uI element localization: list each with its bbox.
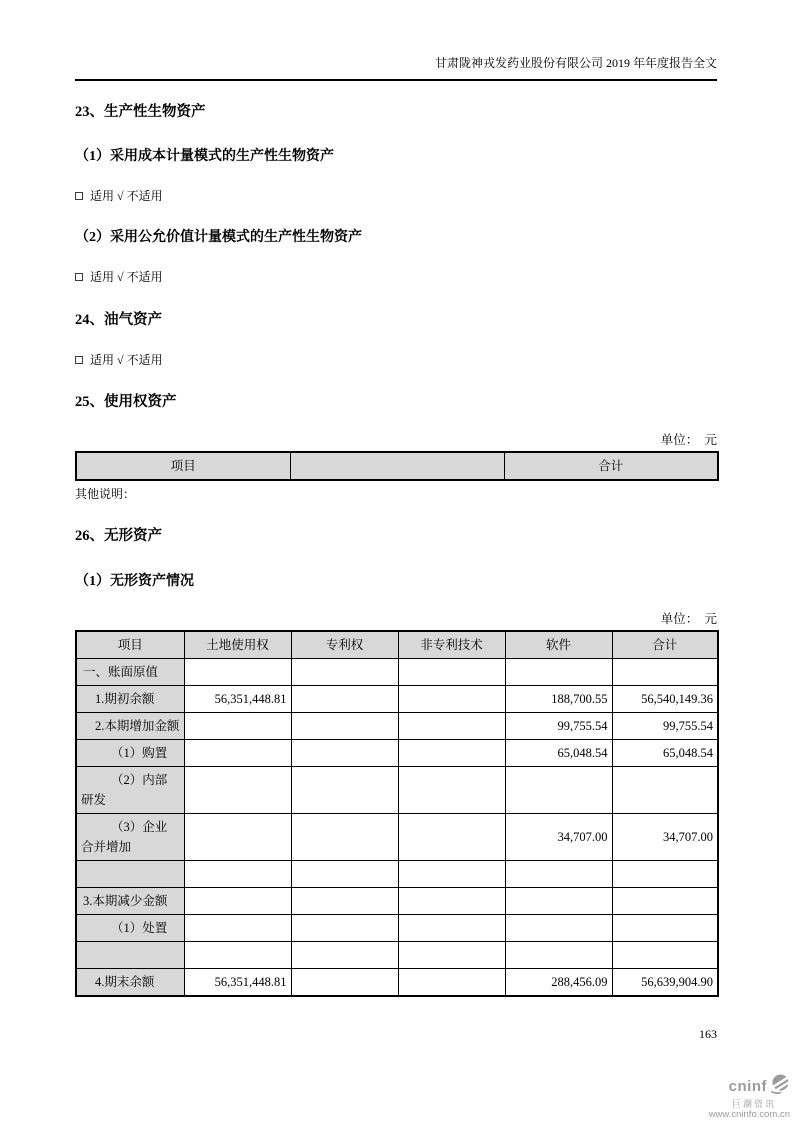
section-23-sub2-heading: （2）采用公允价值计量模式的生产性生物资产 — [75, 230, 362, 245]
cninfo-url: www.cninfo.com.cn — [708, 1109, 790, 1120]
applicability-text: 适用 √ 不适用 — [90, 353, 163, 367]
value-cell — [184, 942, 291, 969]
table-row — [76, 686, 718, 713]
value-cell — [291, 888, 398, 915]
value-cell: 56,351,448.81 — [184, 686, 291, 713]
table-header-row — [76, 452, 718, 480]
value-cell: 288,456.09 — [505, 969, 612, 997]
table-row — [76, 969, 718, 997]
value-cell: 65,048.54 — [505, 740, 612, 767]
row-label-cell: （1）处置 — [76, 915, 184, 942]
table-row — [76, 942, 718, 969]
cninfo-brand-text: cninf — [728, 1078, 767, 1095]
value-cell — [291, 942, 398, 969]
value-cell — [291, 713, 398, 740]
table-row — [76, 915, 718, 942]
value-cell — [398, 814, 505, 861]
value-cell — [612, 942, 718, 969]
cninfo-chinese-name: 巨潮资讯 — [731, 1099, 776, 1109]
value-cell — [184, 861, 291, 888]
checkbox-icon — [75, 356, 83, 364]
column-header: 项目 — [76, 452, 290, 480]
table-row — [76, 888, 718, 915]
value-cell — [612, 915, 718, 942]
row-label-cell: 一、账面原值 — [76, 659, 184, 686]
value-cell — [612, 888, 718, 915]
value-cell — [184, 659, 291, 686]
column-header: 软件 — [505, 631, 612, 659]
intangible-assets-table-body — [76, 659, 718, 997]
column-header: 项目 — [76, 631, 184, 659]
value-cell — [291, 861, 398, 888]
value-cell — [184, 814, 291, 861]
table-row — [76, 740, 718, 767]
applicability-line — [75, 189, 717, 203]
value-cell — [612, 767, 718, 814]
value-cell — [184, 713, 291, 740]
value-cell — [398, 969, 505, 997]
value-cell — [612, 861, 718, 888]
page-number: 163 — [699, 1027, 717, 1041]
document-header-title: 甘肃陇神戎发药业股份有限公司 2019 年年度报告全文 — [75, 0, 717, 81]
value-cell — [398, 713, 505, 740]
value-cell — [184, 740, 291, 767]
table-row — [76, 713, 718, 740]
value-cell — [291, 659, 398, 686]
table-header-row — [76, 631, 718, 659]
table-row — [76, 659, 718, 686]
section-26-sub1-heading: （1）无形资产情况 — [75, 574, 194, 589]
column-header: 非专利技术 — [398, 631, 505, 659]
column-header: 合计 — [612, 631, 718, 659]
value-cell — [291, 814, 398, 861]
row-label-cell: 1.期初余额 — [76, 686, 184, 713]
checkbox-icon — [75, 273, 83, 281]
column-header — [290, 452, 504, 480]
value-cell: 56,639,904.90 — [612, 969, 718, 997]
applicability-text: 适用 √ 不适用 — [90, 189, 163, 203]
checkbox-icon — [75, 192, 83, 200]
value-cell — [612, 659, 718, 686]
value-cell — [184, 888, 291, 915]
value-cell — [398, 686, 505, 713]
other-note-label: 其他说明： — [75, 487, 136, 501]
applicability-line — [75, 353, 717, 367]
value-cell: 99,755.54 — [612, 713, 718, 740]
value-cell — [398, 915, 505, 942]
value-cell — [291, 686, 398, 713]
value-cell — [398, 740, 505, 767]
section-26-heading: 26、无形资产 — [75, 528, 162, 544]
value-cell — [398, 861, 505, 888]
row-label-cell: （2）内部研发 — [76, 767, 184, 814]
value-cell — [291, 969, 398, 997]
intangible-assets-table — [75, 630, 719, 997]
value-cell — [184, 767, 291, 814]
column-header: 专利权 — [291, 631, 398, 659]
value-cell — [505, 942, 612, 969]
row-label-cell: （1）购置 — [76, 740, 184, 767]
value-cell — [505, 888, 612, 915]
value-cell — [505, 659, 612, 686]
value-cell — [291, 740, 398, 767]
section-23-sub1-heading: （1）采用成本计量模式的生产性生物资产 — [75, 149, 334, 164]
value-cell — [398, 659, 505, 686]
applicability-line — [75, 270, 717, 284]
row-label-cell: 3.本期减少金额 — [76, 888, 184, 915]
section-25-heading: 25、使用权资产 — [75, 394, 177, 410]
table-row — [76, 814, 718, 861]
right-of-use-assets-table — [75, 451, 719, 481]
value-cell — [291, 767, 398, 814]
row-label-cell — [76, 942, 184, 969]
cninfo-logo — [704, 1074, 790, 1121]
section-23-heading: 23、生产性生物资产 — [75, 104, 206, 120]
value-cell — [291, 915, 398, 942]
value-cell — [398, 942, 505, 969]
row-label-cell: （3）企业合并增加 — [76, 814, 184, 861]
unit-label: 单位： 元 — [660, 433, 717, 447]
unit-label: 单位： 元 — [660, 612, 717, 626]
cninfo-swoosh-icon — [768, 1074, 790, 1099]
value-cell — [184, 915, 291, 942]
value-cell: 65,048.54 — [612, 740, 718, 767]
value-cell: 56,351,448.81 — [184, 969, 291, 997]
value-cell — [505, 915, 612, 942]
value-cell — [505, 861, 612, 888]
value-cell — [398, 888, 505, 915]
applicability-text: 适用 √ 不适用 — [90, 270, 163, 284]
section-24-heading: 24、油气资产 — [75, 312, 162, 328]
value-cell: 99,755.54 — [505, 713, 612, 740]
row-label-cell: 2.本期增加金额 — [76, 713, 184, 740]
value-cell — [505, 767, 612, 814]
table-row — [76, 767, 718, 814]
value-cell: 34,707.00 — [612, 814, 718, 861]
table-row — [76, 861, 718, 888]
row-label-cell — [76, 861, 184, 888]
value-cell: 56,540,149.36 — [612, 686, 718, 713]
column-header: 合计 — [504, 452, 718, 480]
column-header: 土地使用权 — [184, 631, 291, 659]
value-cell: 34,707.00 — [505, 814, 612, 861]
value-cell — [398, 767, 505, 814]
row-label-cell: 4.期末余额 — [76, 969, 184, 997]
value-cell: 188,700.55 — [505, 686, 612, 713]
